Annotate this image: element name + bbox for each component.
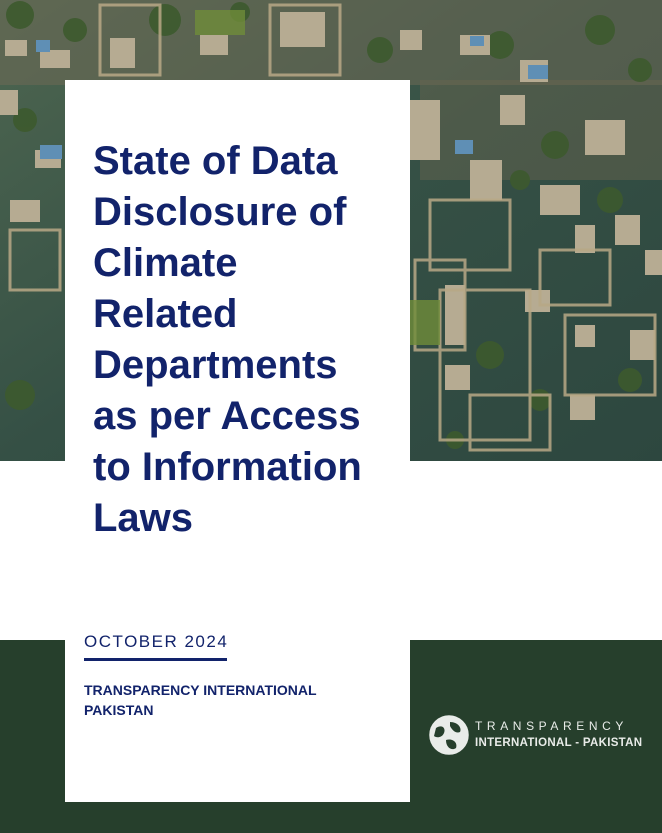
logo-line1: TRANSPARENCY bbox=[475, 719, 628, 733]
logo-line2: INTERNATIONAL - PAKISTAN bbox=[475, 737, 643, 749]
date-underline bbox=[84, 658, 227, 661]
publisher-name: TRANSPARENCY INTERNATIONAL PAKISTAN bbox=[84, 682, 317, 718]
ti-logo bbox=[428, 713, 658, 757]
title-card bbox=[65, 80, 410, 802]
transparency-globe-icon bbox=[428, 714, 470, 756]
report-title: State of Data Disclosure of Climate Related Departments as per Access to Information Laws bbox=[93, 139, 362, 540]
publication-date: OCTOBER 2024 bbox=[84, 632, 229, 651]
